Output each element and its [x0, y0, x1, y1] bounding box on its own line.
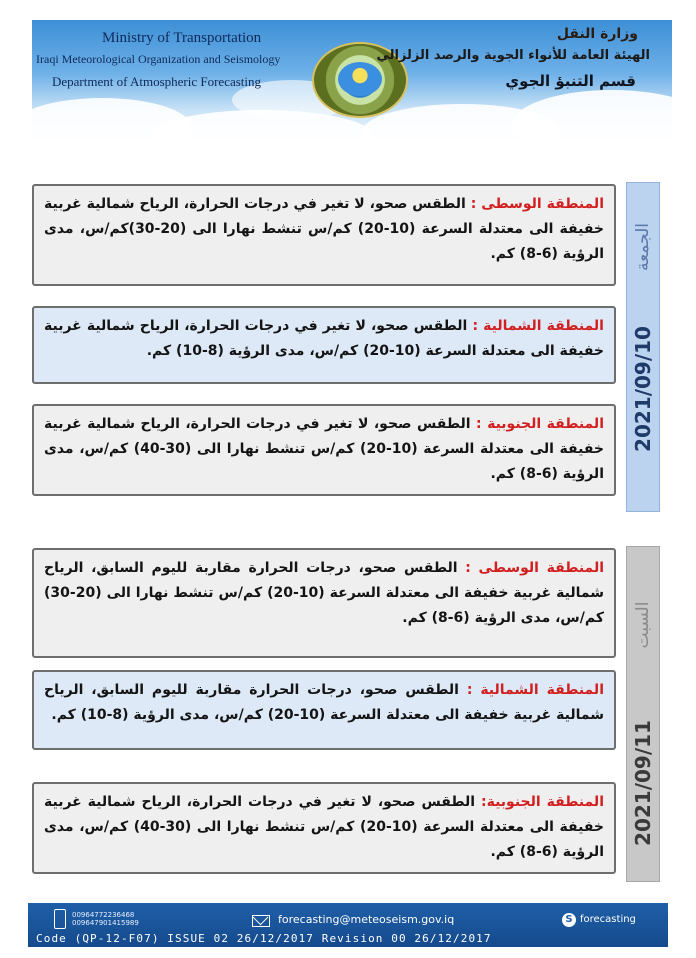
- skype-handle[interactable]: forecasting: [580, 914, 636, 925]
- contact-email[interactable]: forecasting@meteoseism.gov.iq: [278, 913, 455, 926]
- region-label: المنطقة الوسطى :: [465, 560, 604, 576]
- forecast-text: الطقس صحو، لا تغير في درجات الحرارة، الرياح شمالية غربية خفيفة الى معتدلة السرعة (10-20) كم/س تنشط نهارا الى (30-40) كم/س، مدى الرؤية (6-8) كم.: [44, 416, 605, 482]
- day-name: السبت: [633, 601, 653, 649]
- forecast-text: الطقس صحو، لا تغير في درجات الحرارة، الرياح شمالية غربية خفيفة الى معتدلة السرعة (10-20) كم/س، مدى الرؤية (8-10) كم.: [44, 318, 604, 359]
- footer-bar: [28, 903, 668, 947]
- date-bar: [626, 182, 660, 512]
- cloud-decoration: [512, 90, 672, 140]
- forecast-day-1: [28, 182, 660, 512]
- ministry-title-ar: وزارة النقل: [556, 26, 638, 42]
- logo-emblem: [338, 62, 382, 96]
- phone-number: 009647722364​68: [72, 911, 135, 919]
- ministry-title-en: Ministry of Transportation: [102, 30, 262, 46]
- phone-number: 009647901415989: [72, 919, 139, 927]
- department-name-en: Department of Atmospheric Forecasting: [52, 74, 262, 89]
- region-forecast-south: [32, 404, 616, 496]
- region-forecast-south: [32, 782, 616, 874]
- date-bar: [626, 546, 660, 882]
- region-forecast-north: [32, 670, 616, 750]
- organization-name-en: Iraqi Meteorological Organization and Seismology: [36, 52, 281, 66]
- region-label: المنطقة الشمالية :: [472, 318, 604, 334]
- forecast-text: الطقس صحو، درجات الحرارة مقاربة لليوم السابق، الرياح شمالية غربية خفيفة الى معتدلة السرعة (10-20) كم/س تنشط نهارا الى (20-30) كم/س، مدى الرؤية (6-8) كم.: [44, 560, 604, 626]
- region-forecast-central: [32, 548, 616, 658]
- mail-icon: [252, 915, 270, 927]
- region-forecast-north: [32, 306, 616, 384]
- document-code: Code (QP-12-F07) ISSUE 02 26/12/2017 Revision 00 26/12/2017: [36, 932, 492, 945]
- phone-icon: [54, 909, 66, 929]
- organization-name-ar: الهيئة العامة للأنواء الجوية والرصد الزلزالي: [376, 48, 650, 63]
- forecast-day-2: [28, 546, 660, 882]
- day-name: الجمعة: [633, 222, 653, 272]
- region-forecast-central: [32, 184, 616, 286]
- region-label: المنطقة الوسطى :: [470, 196, 604, 212]
- forecast-text: الطقس صحو، لا تغير في درجات الحرارة، الرياح شمالية غربية خفيفة الى معتدلة السرعة (10-20) كم/س تنشط نهارا الى (30-40) كم/س، مدى الرؤية (6-8) كم.: [44, 794, 605, 860]
- forecast-date: 2021/09/11: [631, 720, 655, 846]
- forecast-text: الطقس صحو، لا تغير في درجات الحرارة، الرياح شمالية غربية خفيفة الى معتدلة السرعة (10-20) كم/س تنشط نهارا الى (20-30)كم/س، مدى الرؤية (6-8) كم.: [44, 196, 605, 262]
- region-label: المنطقة الجنوبية :: [476, 416, 604, 432]
- forecast-date: 2021/09/10: [631, 326, 655, 452]
- skype-icon: S: [562, 913, 576, 927]
- region-label: المنطقة الجنوبية:: [480, 794, 604, 810]
- phone-numbers: [72, 911, 139, 927]
- region-label: المنطقة الشمالية :: [466, 682, 604, 698]
- header-banner: [32, 20, 672, 140]
- department-name-ar: قسم التنبؤ الجوي: [505, 72, 636, 90]
- forecast-text: الطقس صحو، درجات الحرارة مقاربة لليوم السابق، الرياح شمالية غربية خفيفة الى معتدلة السرعة (10-20) كم/س، مدى الرؤية (8-10) كم.: [44, 682, 604, 723]
